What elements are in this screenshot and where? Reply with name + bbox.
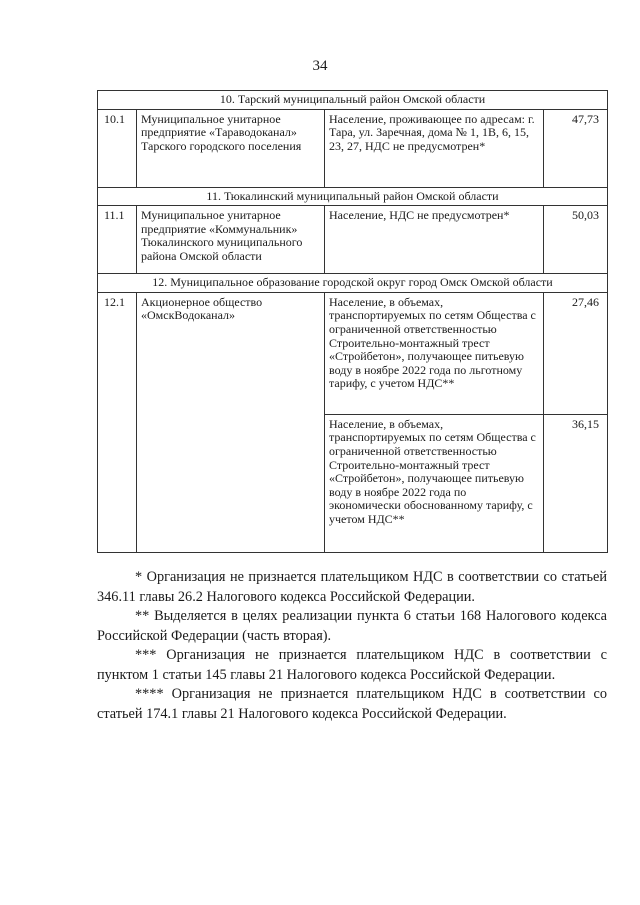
section-title: 10. Тарский муниципальный район Омской области — [98, 91, 608, 110]
consumer-category: Население, проживающее по адресам: г. Тара, ул. Заречная, дома № 1, 1В, 6, 15, 23, 27, НДС не предусмотрен* — [325, 109, 544, 187]
organization-name: Муниципальное унитарное предприятие «Тараводоканал» Тарского городского поселения — [137, 109, 325, 187]
footnote: ** Выделяется в целях реализации пункта 6 статьи 168 Налогового кодекса Российской Федерации (часть вторая). — [97, 608, 607, 644]
section-title: 11. Тюкалинский муниципальный район Омской области — [98, 187, 608, 206]
tariff-value: 27,46 — [544, 292, 608, 414]
consumer-category: Население, в объемах, транспортируемых по сетям Общества с ограниченной ответственностью Строительно-монтажный трест «Стройбетон», получающее питьевую воду в ноябре 2022 года по льготному тарифу, с учетом НДС** — [325, 292, 544, 414]
tariff-value: 50,03 — [544, 206, 608, 274]
row-number: 11.1 — [98, 206, 137, 274]
tariff-value: 36,15 — [544, 414, 608, 552]
organization-name: Акционерное общество «ОмскВодоканал» — [137, 292, 325, 552]
table-row — [98, 206, 608, 274]
footnote: *** Организация не признается плательщиком НДС в соответствии с пунктом 1 статьи 145 главы 21 Налогового кодекса Российской Федерации. — [97, 647, 607, 683]
footnotes — [97, 568, 607, 724]
footnote: * Организация не признается плательщиком НДС в соответствии со статьей 346.11 главы 26.2 Налогового кодекса Российской Федерации. — [97, 569, 607, 605]
section-header-row — [98, 274, 608, 293]
row-number: 10.1 — [98, 109, 137, 187]
page-number: 34 — [312, 58, 328, 74]
tariff-value: 47,73 — [544, 109, 608, 187]
section-title: 12. Муниципальное образование городской округ город Омск Омской области — [98, 274, 608, 293]
organization-name: Муниципальное унитарное предприятие «Коммунальник» Тюкалинского муниципального района Омской области — [137, 206, 325, 274]
section-header-row — [98, 187, 608, 206]
footnote: **** Организация не признается плательщиком НДС в соответствии со статьей 174.1 главы 21 Налогового кодекса Российской Федерации. — [97, 686, 607, 722]
tariff-table — [97, 90, 608, 553]
row-number: 12.1 — [98, 292, 137, 552]
consumer-category: Население, НДС не предусмотрен* — [325, 206, 544, 274]
consumer-category: Население, в объемах, транспортируемых по сетям Общества с ограниченной ответственностью Строительно-монтажный трест «Стройбетон», получающее питьевую воду в ноябре 2022 года по экономически обоснованному тарифу, с учетом НДС** — [325, 414, 544, 552]
table-row — [98, 109, 608, 187]
table-row — [98, 292, 608, 414]
section-header-row — [98, 91, 608, 110]
